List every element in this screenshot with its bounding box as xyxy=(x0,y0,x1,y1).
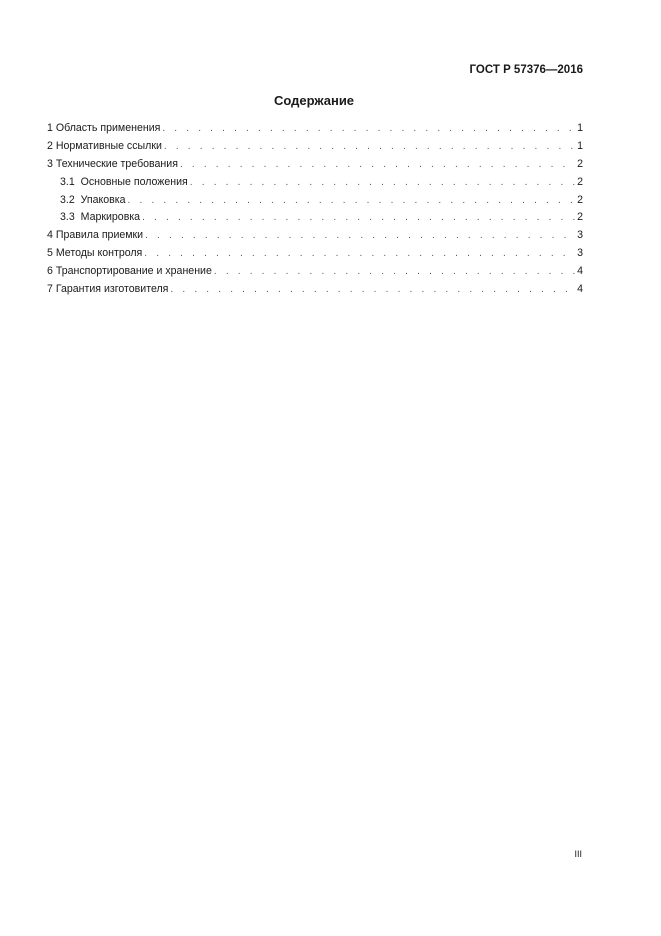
toc-entry-label: Гарантия изготовителя xyxy=(55,283,169,296)
dot-leader xyxy=(180,156,575,174)
toc-entry-page: 3 xyxy=(577,229,583,242)
toc-subentry[interactable] xyxy=(47,174,583,192)
toc-entry-number: 4 xyxy=(47,229,53,242)
toc-entry[interactable] xyxy=(47,281,583,299)
toc-entry-label: Правила приемки xyxy=(55,229,144,242)
toc-entry-page: 4 xyxy=(577,265,583,278)
toc-entry-page: 3 xyxy=(577,247,583,260)
toc-entry-label: Нормативные ссылки xyxy=(55,139,162,152)
dot-leader xyxy=(164,138,575,156)
toc-entry-number: 2 xyxy=(47,139,53,152)
toc-entry-label: Транспортирование и хранение xyxy=(55,265,212,278)
toc-entry-page: 2 xyxy=(577,157,583,170)
document-code: ГОСТ Р 57376—2016 xyxy=(469,64,583,76)
dot-leader xyxy=(190,174,575,192)
toc-entry-number: 7 xyxy=(47,283,53,296)
toc-entry-label: Основные положения xyxy=(80,175,188,188)
dot-leader xyxy=(170,281,575,299)
toc-entry-page: 1 xyxy=(577,139,583,152)
toc-entry[interactable] xyxy=(47,263,583,281)
toc-subentry[interactable] xyxy=(47,192,583,210)
toc-entry-label: Область применения xyxy=(55,122,161,134)
toc-title: Содержание xyxy=(273,93,355,108)
table-of-contents xyxy=(47,120,583,299)
toc-entry[interactable] xyxy=(47,227,583,245)
toc-entry-page: 2 xyxy=(577,193,583,206)
dot-leader xyxy=(142,209,575,227)
dot-leader xyxy=(214,263,575,281)
toc-entry-number: 3 xyxy=(47,157,53,170)
toc-entry-label: Упаковка xyxy=(80,193,126,206)
dot-leader xyxy=(144,245,575,263)
toc-entry[interactable] xyxy=(47,245,583,263)
page-number: III xyxy=(574,849,582,859)
toc-entry-number: 6 xyxy=(47,265,53,278)
toc-entry-label: Технические требования xyxy=(55,157,178,170)
toc-entry-number: 1 xyxy=(47,122,53,134)
toc-entry-number: 3.1 xyxy=(60,175,75,188)
dot-leader xyxy=(128,192,575,210)
toc-entry[interactable] xyxy=(47,138,583,156)
toc-subentry[interactable] xyxy=(47,209,583,227)
toc-entry[interactable] xyxy=(47,120,583,138)
dot-leader xyxy=(145,227,575,245)
dot-leader xyxy=(162,120,575,138)
toc-entry-page: 4 xyxy=(577,283,583,296)
toc-entry-label: Маркировка xyxy=(80,211,141,224)
toc-entry-page: 2 xyxy=(577,211,583,224)
toc-entry-number: 3.3 xyxy=(60,211,75,224)
toc-entry-label: Методы контроля xyxy=(55,247,143,260)
toc-entry-number: 5 xyxy=(47,247,53,260)
toc-entry-number: 3.2 xyxy=(60,193,75,206)
toc-entry-page: 2 xyxy=(577,175,583,188)
toc-entry[interactable] xyxy=(47,156,583,174)
toc-entry-page: 1 xyxy=(577,122,583,134)
